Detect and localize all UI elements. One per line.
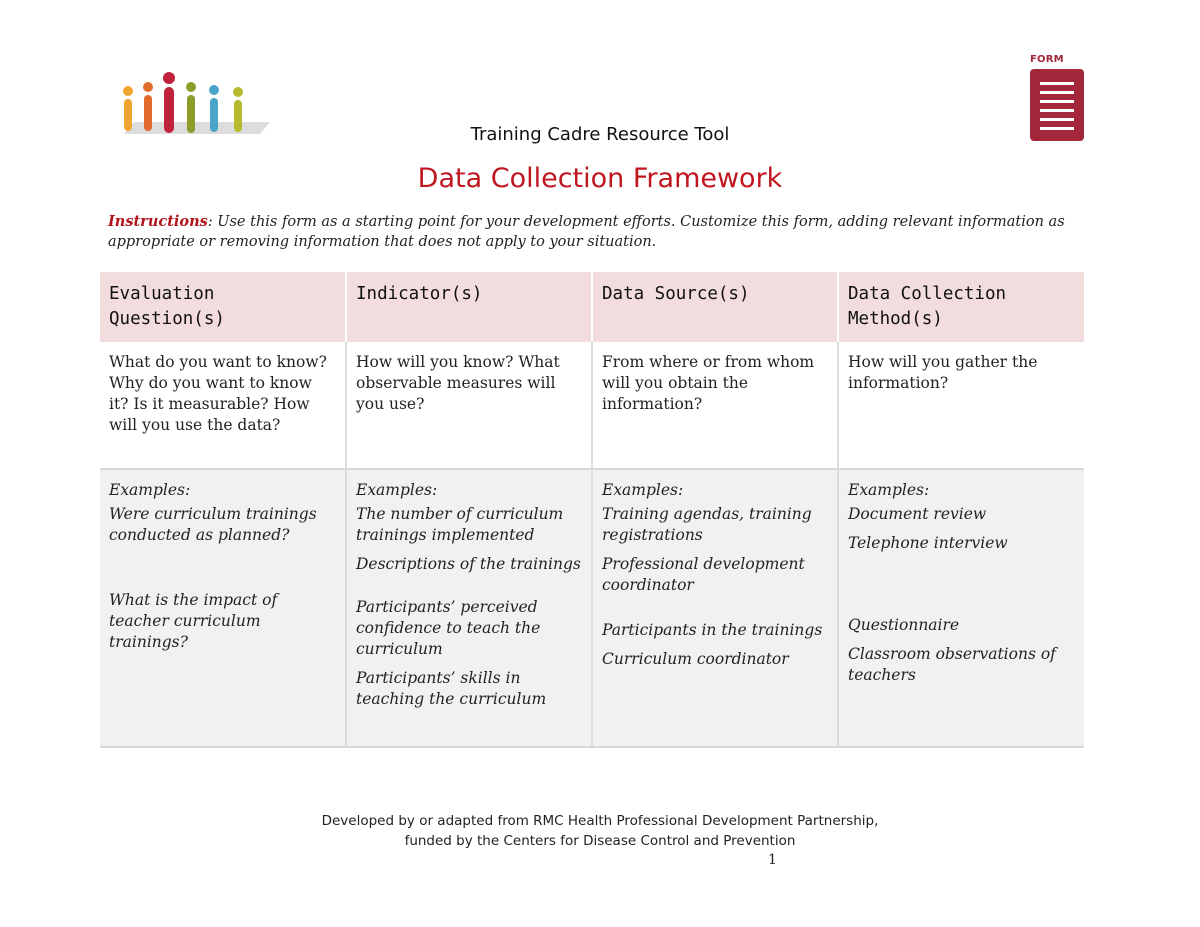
footer <box>0 811 1200 851</box>
example-item: What is the impact of teacher curriculum trainings? <box>109 591 278 651</box>
example-item: Descriptions of the trainings <box>356 555 581 573</box>
example-item: Participants’ skills in teaching the curriculum <box>356 669 547 708</box>
example-item: Participants’ perceived confidence to teach the curriculum <box>356 598 541 658</box>
example-item: Training agendas, training registrations <box>602 505 812 544</box>
guidance-cell: From where or from whom will you obtain the information? <box>592 342 838 469</box>
guidance-cell: How will you gather the information? <box>838 342 1084 469</box>
example-item: Questionnaire <box>848 616 960 634</box>
example-item: Classroom observations of teachers <box>848 645 1056 684</box>
example-item: Professional development coordinator <box>602 555 805 594</box>
header-collection-methods: Data Collection Method(s) <box>838 272 1084 342</box>
example-item: Participants in the trainings <box>602 621 823 639</box>
example-item: Were curriculum trainings conducted as planned? <box>109 505 317 544</box>
header-indicators: Indicator(s) <box>346 272 592 342</box>
examples-label: Examples: <box>356 481 438 499</box>
form-badge-label: FORM <box>1030 54 1064 65</box>
examples-label: Examples: <box>848 481 930 499</box>
footer-line-1: Developed by or adapted from RMC Health Professional Development Partnership, <box>321 813 879 829</box>
guidance-cell: How will you know? What observable measures will you use? <box>346 342 592 469</box>
examples-questions-cell <box>100 469 346 747</box>
page-title: Data Collection Framework <box>417 163 783 194</box>
examples-label: Examples: <box>109 481 191 499</box>
page-number: 1 <box>768 852 777 868</box>
guidance-cell: What do you want to know? Why do you want to know it? Is it measurable? How will you use the data? <box>100 342 346 469</box>
example-item: Document review <box>848 505 987 523</box>
examples-indicators-cell <box>346 469 592 747</box>
guidance-row <box>100 342 1084 469</box>
footer-line-2: funded by the Centers for Disease Control and Prevention <box>404 833 796 849</box>
framework-table <box>100 272 1084 748</box>
header-data-sources: Data Source(s) <box>592 272 838 342</box>
examples-row <box>100 469 1084 747</box>
example-item: The number of curriculum trainings implemented <box>356 505 564 544</box>
instructions-lead: Instructions <box>108 213 208 230</box>
example-item: Telephone interview <box>848 534 1008 552</box>
header-evaluation-questions: Evaluation Question(s) <box>100 272 346 342</box>
examples-label: Examples: <box>602 481 684 499</box>
examples-methods-cell <box>838 469 1084 747</box>
table-header-row <box>100 272 1084 342</box>
instructions <box>108 212 1088 252</box>
examples-sources-cell <box>592 469 838 747</box>
tool-title: Training Cadre Resource Tool <box>470 124 730 145</box>
example-item: Curriculum coordinator <box>602 650 789 668</box>
instructions-text: : Use this form as a starting point for your development efforts. Customize this form, adding relevant information as appropriate or removing information that does not apply to your situation. <box>108 214 1065 250</box>
